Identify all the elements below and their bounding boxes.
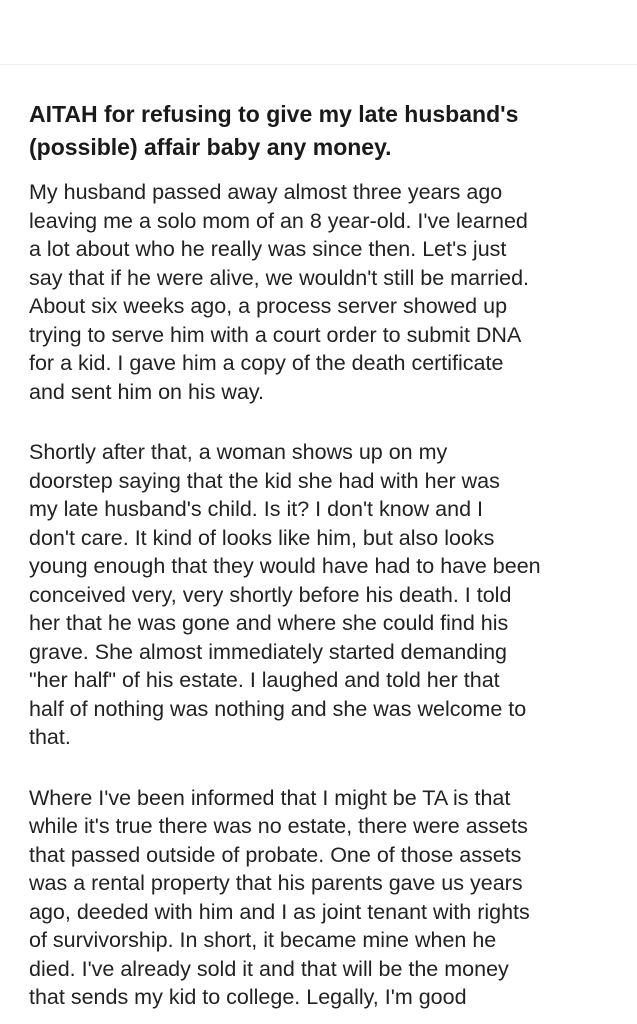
text-line: that. xyxy=(29,725,71,749)
text-line: young enough that they would have had to have been xyxy=(29,554,541,578)
post-title xyxy=(29,98,619,164)
text-line: while it's true there was no estate, there were assets xyxy=(29,814,528,838)
text-line: About six weeks ago, a process server showed up xyxy=(29,294,508,318)
text-line: ago, deeded with him and I as joint tenant with rights xyxy=(29,899,530,924)
text-line: that sends my kid to college. Legally, I'm good xyxy=(29,985,467,1009)
text-line: Shortly after that, a woman shows up on my xyxy=(29,440,448,464)
post xyxy=(29,98,619,1024)
text-line: Where I've been informed that I might be TA is that xyxy=(29,785,511,810)
text-line: that passed outside of probate. One of those assets xyxy=(29,842,522,867)
text-line: her that he was gone and where she could find his xyxy=(29,611,509,635)
text-line: don't care. It kind of looks like him, but also looks xyxy=(29,525,495,550)
text-line: a lot about who he really was since then. Let's just xyxy=(29,237,507,261)
post-title-line: AITAH for refusing to give my late husband's xyxy=(29,101,519,127)
text-line: my late husband's child. Is it? I don't know and I xyxy=(29,497,483,521)
text-line: died. I've already sold it and that will be the money xyxy=(29,956,509,981)
text-line: trying to serve him with a court order to submit DNA xyxy=(29,322,522,347)
post-body xyxy=(29,178,619,1012)
text-line: doorstep saying that the kid she had with her was xyxy=(29,468,500,493)
text-line: say that if he were alive, we wouldn't still be married. xyxy=(29,265,530,290)
post-paragraph-2 xyxy=(29,438,619,752)
header-divider xyxy=(0,64,637,65)
text-line: half of nothing was nothing and she was welcome to xyxy=(29,696,527,721)
text-line: and sent him on his way. xyxy=(29,379,265,404)
text-line: "her half" of his estate. I laughed and told her that xyxy=(29,668,500,692)
text-line: My husband passed away almost three years ago xyxy=(29,180,503,204)
post-paragraph-3 xyxy=(29,784,619,1012)
text-line: for a kid. I gave him a copy of the death certificate xyxy=(29,351,504,375)
text-line: grave. She almost immediately started demanding xyxy=(29,639,508,664)
text-line: of survivorship. In short, it became mine when he xyxy=(29,928,497,952)
text-line: was a rental property that his parents gave us years xyxy=(29,871,523,895)
post-paragraph-1 xyxy=(29,178,619,406)
post-title-line: (possible) affair baby any money. xyxy=(29,134,392,160)
text-line: leaving me a solo mom of an 8 year-old. I've learned xyxy=(29,208,528,233)
text-line: conceived very, very shortly before his death. I told xyxy=(29,582,512,607)
